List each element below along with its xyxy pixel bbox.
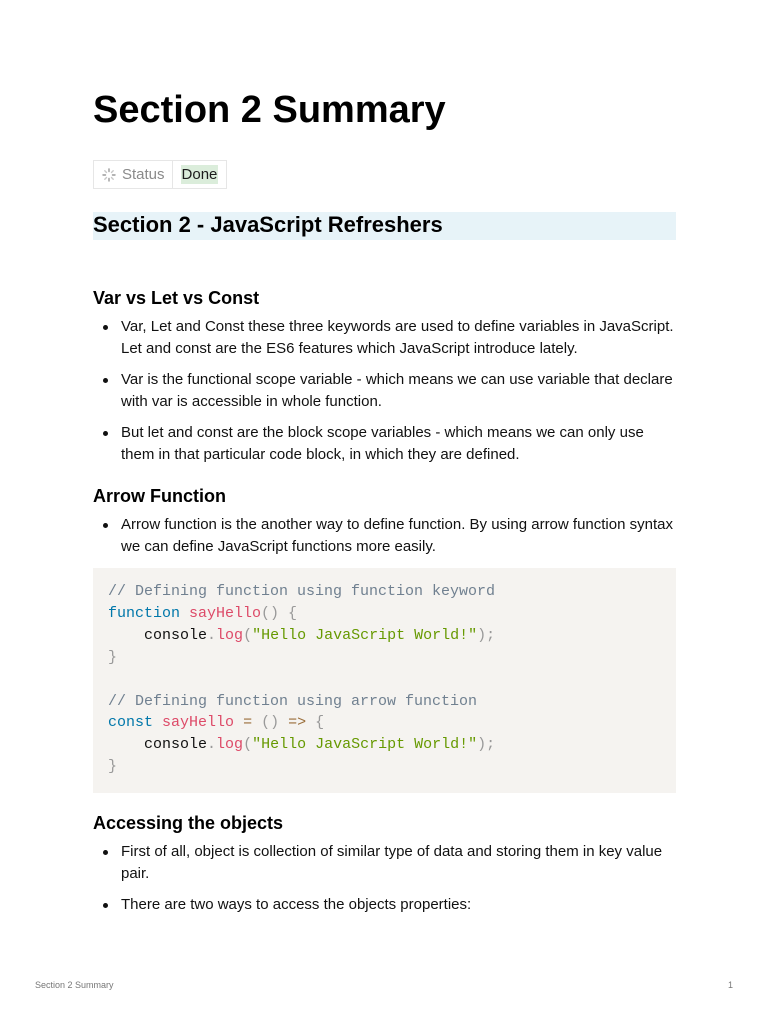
code-comment: // Defining function using arrow function	[108, 692, 478, 710]
footer-title: Section 2 Summary	[35, 980, 114, 990]
code-punctuation: );	[477, 626, 496, 644]
code-punctuation: }	[108, 758, 118, 776]
accessing-objects-list	[93, 841, 676, 925]
list-item: Arrow function is the another way to define function. By using arrow function syntax we can define JavaScript functions more easily.	[93, 514, 676, 558]
code-function-name: sayHello	[162, 714, 235, 732]
list-item: Var is the functional scope variable - which means we can use variable that declare with var is accessible in whole function.	[93, 369, 676, 413]
code-punctuation: (	[243, 626, 253, 644]
code-function-name: log	[216, 736, 244, 754]
code-identifier: console	[144, 736, 208, 754]
list-item: There are two ways to access the objects properties:	[93, 894, 676, 916]
code-punctuation: }	[108, 648, 118, 666]
arrow-function-list	[93, 514, 676, 567]
status-badge[interactable]: Done	[181, 166, 218, 183]
code-punctuation: (	[243, 736, 253, 754]
section-heading: Section 2 - JavaScript Refreshers	[93, 212, 676, 240]
heading-var-let-const: Var vs Let vs Const	[93, 288, 260, 308]
status-label: Status	[122, 166, 165, 183]
code-string: "Hello JavaScript World!"	[252, 736, 478, 754]
heading-accessing-objects: Accessing the objects	[93, 813, 284, 833]
code-punctuation: );	[477, 736, 496, 754]
var-let-const-list	[93, 316, 676, 475]
heading-arrow-function: Arrow Function	[93, 486, 226, 506]
footer-page-number: 1	[728, 980, 734, 990]
code-punctuation: () {	[261, 604, 298, 622]
list-item: First of all, object is collection of similar type of data and storing them in key value pair.	[93, 841, 676, 885]
code-identifier: console	[144, 626, 208, 644]
list-item: Var, Let and Const these three keywords are used to define variables in JavaScript. Let and const are the ES6 features which JavaScript introduce lately.	[93, 316, 676, 360]
code-punctuation: .	[207, 736, 217, 754]
code-operator: =	[243, 714, 253, 732]
list-item: But let and const are the block scope variables - which means we can only use them in that particular code block, in which they are defined.	[93, 422, 676, 466]
properties-table	[93, 160, 227, 189]
spinner-icon	[102, 168, 116, 182]
code-operator: =>	[288, 714, 307, 732]
page-title: Section 2 Summary	[93, 89, 446, 131]
status-property-name	[94, 161, 173, 188]
code-comment: // Defining function using function keyword	[108, 583, 496, 600]
code-punctuation: .	[207, 626, 217, 644]
code-block[interactable]	[93, 568, 676, 793]
code-function-name: sayHello	[189, 604, 262, 622]
code-keyword: function	[108, 604, 181, 622]
code-string: "Hello JavaScript World!"	[252, 626, 478, 644]
code-function-name: log	[216, 626, 244, 644]
code-keyword: const	[108, 714, 154, 732]
code-punctuation: {	[315, 714, 325, 732]
status-property-value[interactable]	[173, 161, 227, 188]
code-punctuation: ()	[261, 714, 280, 732]
